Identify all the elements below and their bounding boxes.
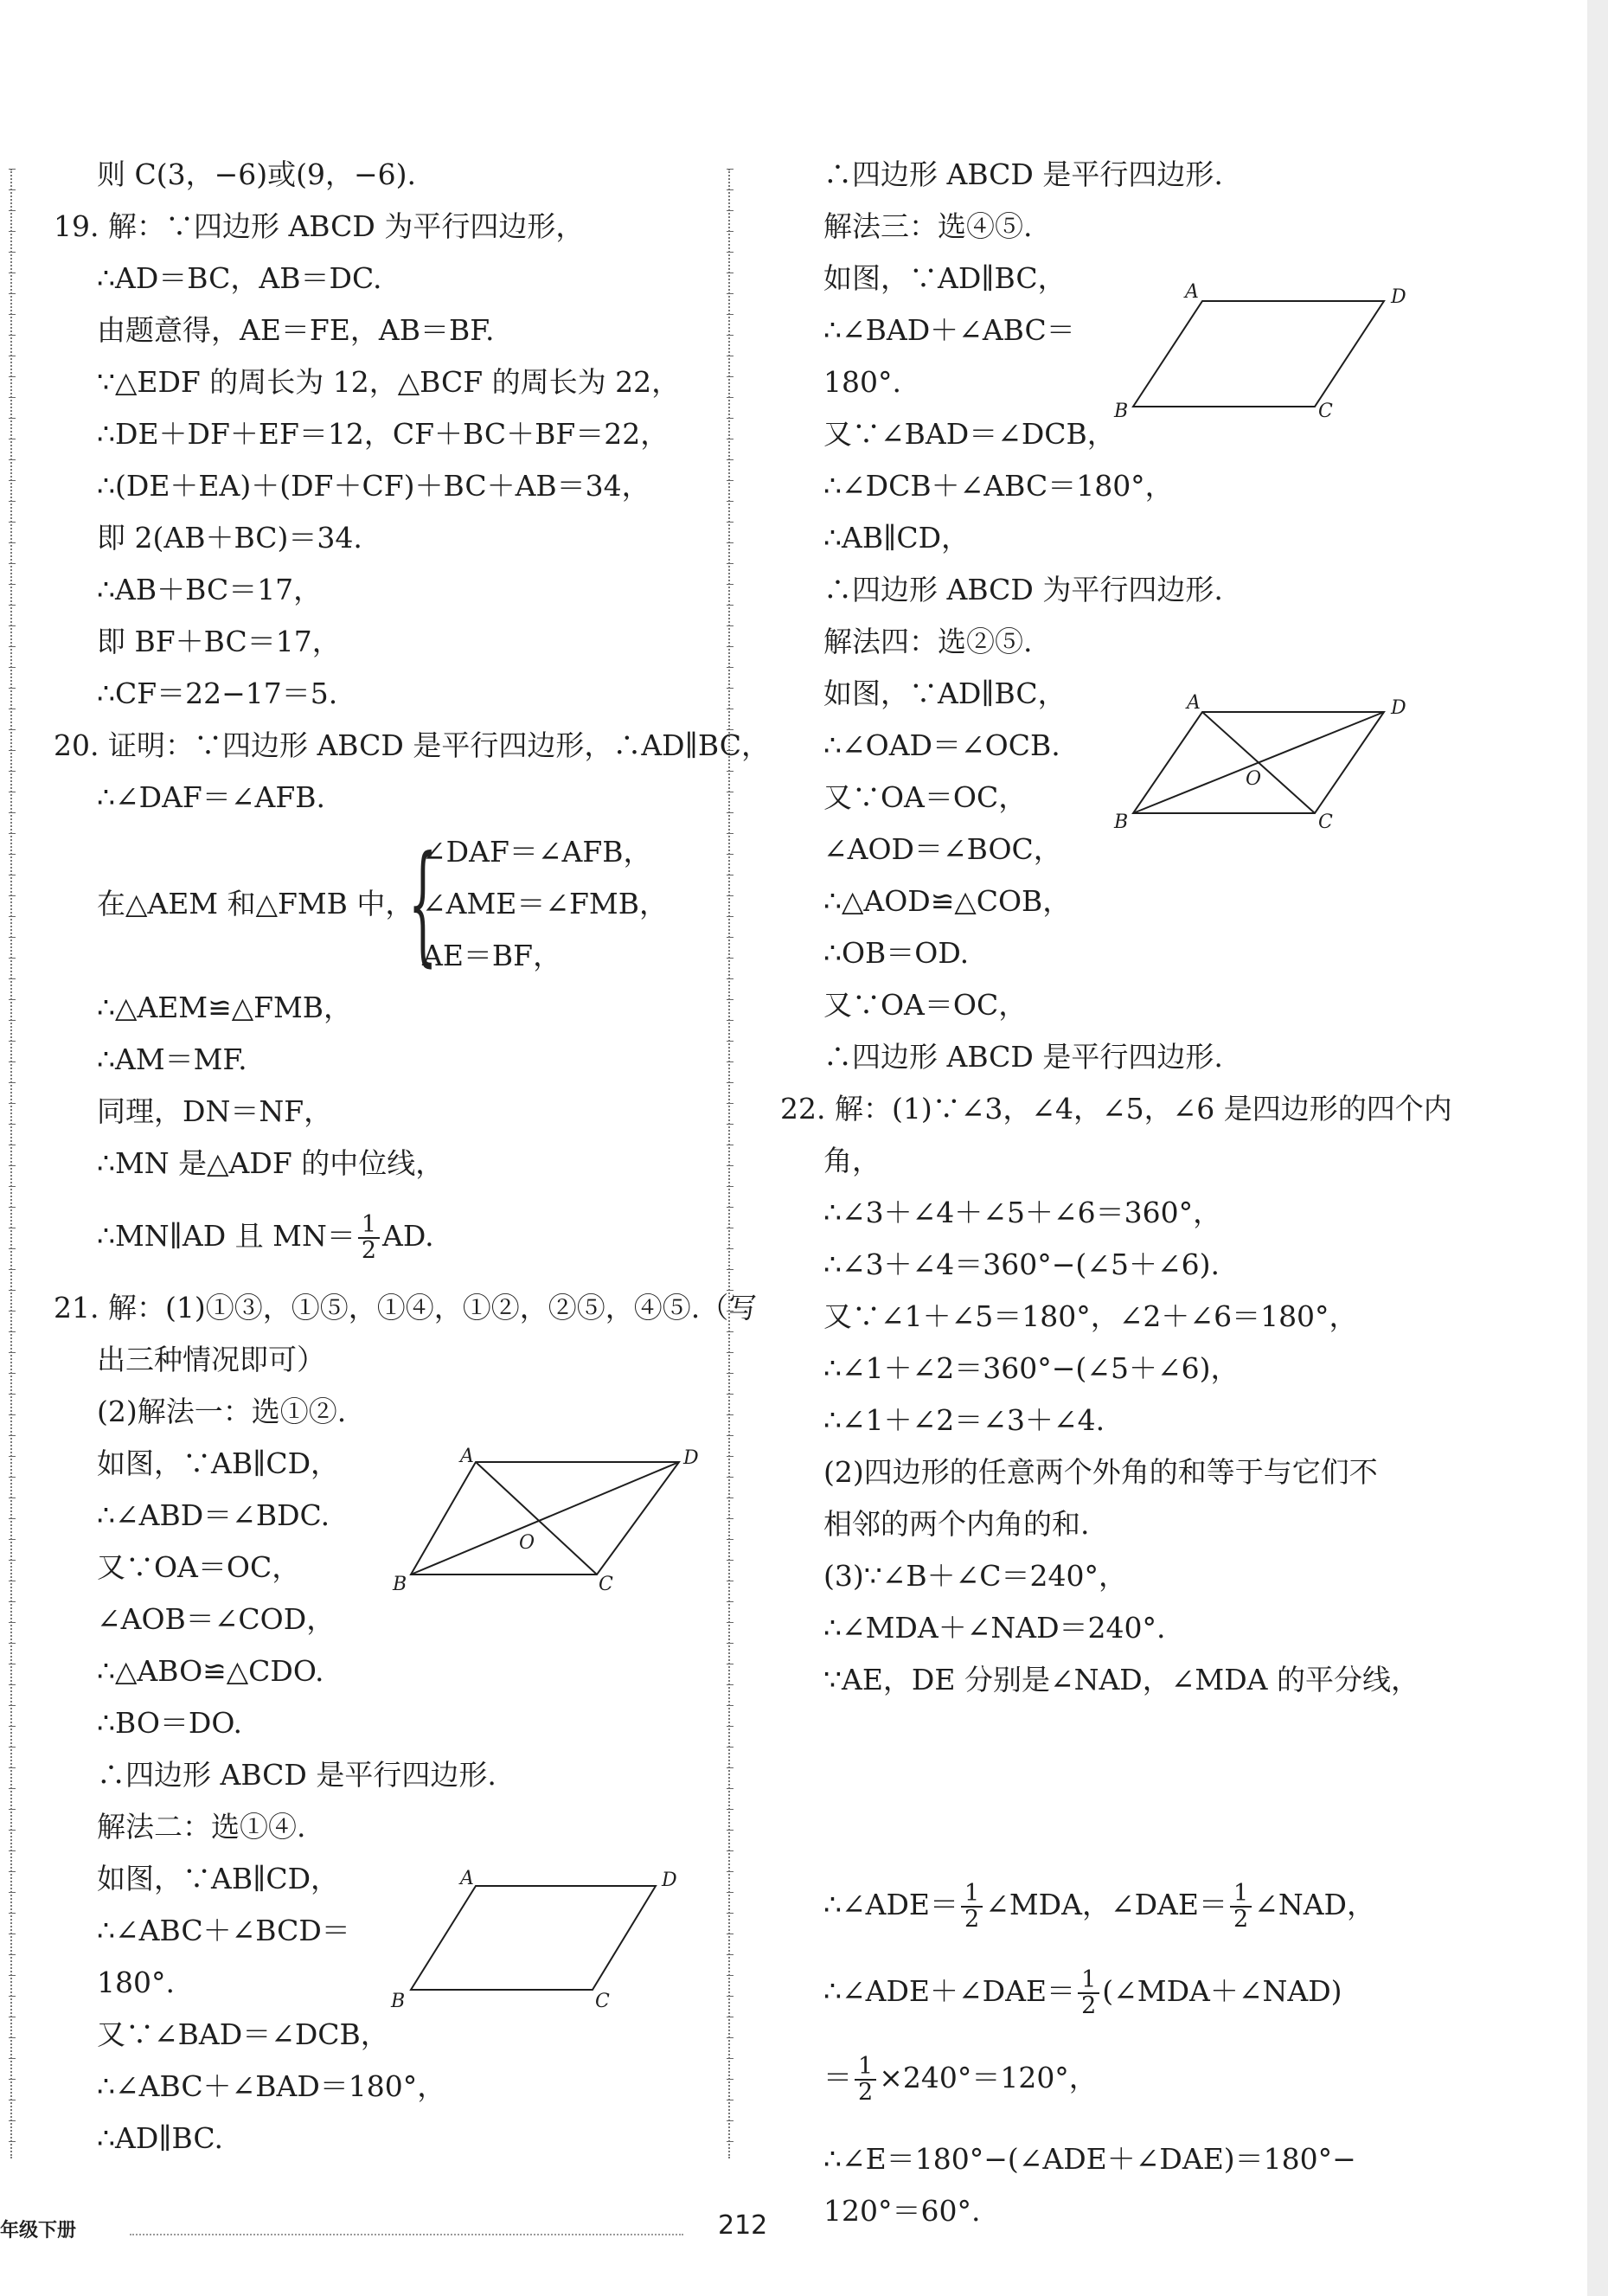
margin-tick <box>727 563 734 564</box>
text-line: ∴CF＝22−17＝5. <box>97 677 338 710</box>
text-line: 由题意得，AE＝FE，AB＝BF. <box>97 313 495 347</box>
frac-text: ∠NAD， <box>1254 1888 1375 1921</box>
margin-tick <box>727 542 734 543</box>
text-line: ∴∠DCB＋∠ABC＝180°， <box>823 469 1174 503</box>
margin-tick <box>9 999 16 1000</box>
margin-tick <box>9 833 16 834</box>
margin-tick <box>727 231 734 232</box>
margin-tick <box>727 1082 734 1083</box>
text-line: ∴∠3＋∠4＋∠5＋∠6＝360°， <box>823 1196 1222 1229</box>
text-line: ∴MN 是△ADF 的中位线， <box>97 1146 445 1180</box>
margin-tick <box>9 1248 16 1249</box>
case-brace: { <box>408 829 438 979</box>
margin-tick <box>9 1913 16 1914</box>
text-line: ∴∠MDA＋∠NAD＝240°. <box>823 1611 1166 1645</box>
text-line: ∴∠1＋∠2＝360°−(∠5＋∠6)， <box>823 1351 1240 1385</box>
margin-tick <box>9 2058 16 2059</box>
margin-tick <box>727 895 734 896</box>
margin-tick <box>9 2141 16 2142</box>
margin-tick <box>727 314 734 315</box>
margin-tick <box>9 1311 16 1312</box>
margin-tick <box>9 1975 16 1976</box>
text-line: 出三种情况即可） <box>97 1343 325 1376</box>
margin-tick <box>9 1788 16 1789</box>
margin-tick <box>9 1560 16 1561</box>
margin-tick <box>9 189 16 190</box>
margin-tick <box>9 1041 16 1042</box>
margin-tick <box>727 480 734 481</box>
margin-tick <box>9 1435 16 1436</box>
margin-tick <box>727 2120 734 2121</box>
case-line: AE＝BF， <box>422 939 562 972</box>
margin-tick <box>9 1830 16 1831</box>
fraction <box>1078 1968 1099 2018</box>
center-label-o: O <box>519 1532 535 1554</box>
margin-tick <box>727 501 734 502</box>
margin-tick <box>727 2037 734 2038</box>
margin-tick <box>727 605 734 606</box>
margin-tick <box>9 1103 16 1104</box>
vertex-label-b: B <box>1114 401 1129 422</box>
text-line: ∴∠E＝180°−(∠ADE＋∠DAE)＝180°− <box>823 2142 1356 2176</box>
denominator: 2 <box>361 1237 377 1264</box>
margin-tick <box>727 1560 734 1561</box>
text-line: ∴∠1＋∠2＝∠3＋∠4. <box>823 1403 1105 1437</box>
parallelogram-figure-3 <box>1107 277 1419 433</box>
margin-tick <box>9 293 16 294</box>
vertex-label-d: D <box>662 1870 677 1891</box>
margin-tick <box>9 1207 16 1208</box>
text-line: ∴∠3＋∠4＝360°−(∠5＋∠6). <box>823 1247 1220 1281</box>
margin-tick <box>727 1684 734 1685</box>
margin-tick <box>727 1165 734 1166</box>
margin-tick <box>9 2120 16 2121</box>
vertex-label-a: A <box>460 1868 474 1889</box>
text-line: 22. 解：(1)∵∠3，∠4，∠5，∠6 是四边形的四个内 <box>780 1092 1452 1126</box>
margin-tick <box>727 833 734 834</box>
margin-tick <box>9 563 16 564</box>
margin-tick <box>9 1414 16 1415</box>
margin-tick <box>9 1061 16 1062</box>
text-line: 又∵∠1＋∠5＝180°，∠2＋∠6＝180°， <box>823 1299 1358 1333</box>
margin-tick <box>9 314 16 315</box>
margin-tick <box>9 335 16 336</box>
margin-tick <box>9 937 16 938</box>
margin-tick <box>9 1622 16 1623</box>
text-line: 180°. <box>97 1966 175 1999</box>
margin-tick <box>9 210 16 211</box>
margin-tick <box>727 1830 734 1831</box>
margin-tick <box>727 1518 734 1519</box>
text-line: ∴四边形 ABCD 是平行四边形. <box>823 1040 1223 1074</box>
vertex-label-b: B <box>1114 811 1129 833</box>
text-line: 如图，∵AB∥CD， <box>97 1446 340 1480</box>
margin-tick <box>9 812 16 813</box>
fraction <box>358 1213 380 1263</box>
margin-tick <box>727 397 734 398</box>
book-label: 年级下册 <box>0 2220 77 2241</box>
frac-text: (∠MDA＋∠NAD) <box>1102 1974 1342 2008</box>
margin-tick <box>9 1124 16 1125</box>
fraction <box>961 1882 983 1932</box>
margin-tick <box>727 958 734 959</box>
text-line: 解法四：选②⑤. <box>823 625 1033 658</box>
text-line: ∴四边形 ABCD 是平行四边形. <box>823 157 1223 191</box>
margin-tick <box>9 1726 16 1727</box>
margin-tick <box>727 335 734 336</box>
text-line: 180°. <box>823 365 901 399</box>
frac-text: ＝ <box>823 2061 852 2094</box>
margin-tick <box>727 293 734 294</box>
parallelogram-figure-4 <box>1107 688 1419 843</box>
margin-tick <box>727 1747 734 1748</box>
frac-text: ∠MDA，∠DAE＝ <box>985 1888 1227 1921</box>
margin-tick <box>727 1331 734 1332</box>
margin-tick <box>727 1643 734 1644</box>
margin-tick <box>9 501 16 502</box>
vertex-label-b: B <box>393 1574 407 1595</box>
margin-tick <box>9 1373 16 1374</box>
margin-tick <box>9 1643 16 1644</box>
numerator: 1 <box>1078 1968 1099 1994</box>
margin-tick <box>727 1041 734 1042</box>
margin-tick <box>727 1767 734 1768</box>
text-line: 则 C(3，−6)或(9，−6). <box>97 157 417 191</box>
margin-tick <box>727 1539 734 1540</box>
margin-tick <box>9 1165 16 1166</box>
case-line: ∠AME＝∠FMB， <box>422 887 668 920</box>
margin-tick <box>9 397 16 398</box>
numerator: 1 <box>961 1882 983 1908</box>
margin-tick <box>9 1747 16 1748</box>
text-line: ∴△AOD≌△COB， <box>823 884 1072 918</box>
text-line: ∴∠ABD＝∠BDC. <box>97 1498 330 1532</box>
margin-tick <box>9 252 16 253</box>
margin-tick <box>727 916 734 917</box>
margin-tick <box>9 978 16 979</box>
frac-prefix: ∴MN∥AD 且 MN＝ <box>97 1219 356 1253</box>
margin-tick <box>727 1788 734 1789</box>
margin-tick <box>727 418 734 419</box>
frac-text: ×240°＝120°， <box>879 2061 1098 2094</box>
margin-tick <box>727 1103 734 1104</box>
margin-tick <box>727 1373 734 1374</box>
margin-tick <box>727 1061 734 1062</box>
margin-tick <box>9 854 16 855</box>
margin-tick <box>727 625 734 626</box>
margin-tick <box>727 1892 734 1893</box>
center-divider <box>728 169 730 2158</box>
margin-tick <box>727 1269 734 1270</box>
margin-tick <box>9 667 16 668</box>
text-line: 解法二：选①④. <box>97 1810 306 1844</box>
margin-tick <box>9 1186 16 1187</box>
margin-tick <box>9 418 16 419</box>
text-line: (2)解法一：选①②. <box>97 1395 347 1428</box>
margin-tick <box>727 1186 734 1187</box>
margin-tick <box>9 1809 16 1810</box>
vertex-label-a: A <box>460 1446 474 1467</box>
margin-tick <box>9 1290 16 1291</box>
margin-tick <box>9 916 16 917</box>
vertex-label-c: C <box>1318 811 1333 833</box>
text-line: 即 2(AB＋BC)＝34. <box>97 521 362 555</box>
text-line: 又∵∠BAD＝∠DCB， <box>97 2017 389 2051</box>
text-line: ∴DE＋DF＋EF＝12，CF＋BC＋BF＝22， <box>97 417 669 451</box>
margin-tick <box>9 169 16 170</box>
bisector-fraction-line <box>823 1879 1375 1932</box>
text-line: ∠AOB＝∠COD， <box>97 1602 336 1636</box>
margin-tick <box>727 854 734 855</box>
text-line: 120°＝60°. <box>823 2194 981 2228</box>
vertex-label-c: C <box>599 1574 613 1595</box>
margin-tick <box>727 1809 734 1810</box>
text-line: ∴△AEM≌△FMB， <box>97 991 353 1024</box>
text-line: 同理，DN＝NF， <box>97 1094 333 1128</box>
text-line: 又∵∠BAD＝∠DCB， <box>823 417 1116 451</box>
margin-tick <box>727 1975 734 1976</box>
margin-tick <box>727 169 734 170</box>
margin-tick <box>9 1539 16 1540</box>
margin-tick <box>9 542 16 543</box>
text-line: ∴∠OAD＝∠OCB. <box>823 728 1060 762</box>
margin-tick <box>727 667 734 668</box>
text-line: ∵AE，DE 分别是∠NAD，∠MDA 的平分线， <box>823 1663 1419 1696</box>
margin-tick <box>9 376 16 377</box>
numerator: 1 <box>1230 1882 1252 1908</box>
margin-tick <box>727 1435 734 1436</box>
vertex-label-b: B <box>391 1991 406 2012</box>
margin-tick <box>727 2079 734 2080</box>
text-line: ∴AD＝BC，AB＝DC. <box>97 261 382 295</box>
margin-tick <box>9 771 16 772</box>
text-line: 又∵OA＝OC， <box>823 988 1028 1022</box>
margin-tick <box>9 584 16 585</box>
margin-tick <box>727 1871 734 1872</box>
denominator: 2 <box>1233 1906 1249 1933</box>
margin-tick <box>727 1352 734 1353</box>
margin-tick <box>9 459 16 460</box>
text-line: ∴四边形 ABCD 为平行四边形. <box>823 573 1223 606</box>
margin-tick <box>727 1394 734 1395</box>
text-line: ∴∠BAD＋∠ABC＝ <box>823 313 1075 347</box>
margin-tick <box>9 522 16 523</box>
margin-tick <box>9 1705 16 1706</box>
margin-tick <box>727 1996 734 1997</box>
margin-tick <box>9 1269 16 1270</box>
text-line: 如图，∵AD∥BC， <box>823 677 1067 710</box>
margin-tick <box>9 1020 16 1021</box>
text-line: ∴∠ABC＋∠BCD＝ <box>97 1914 350 1947</box>
margin-tick <box>9 1954 16 1955</box>
margin-tick <box>727 1414 734 1415</box>
parallelogram-figure-1 <box>381 1436 699 1595</box>
margin-tick <box>9 688 16 689</box>
margin-tick <box>9 605 16 606</box>
margin-tick <box>9 646 16 647</box>
text-line: ∴AB＋BC＝17， <box>97 573 323 606</box>
frac-text: ∴∠ADE＋∠DAE＝ <box>823 1974 1076 2008</box>
text-line: 19. 解：∵四边形 ABCD 为平行四边形， <box>54 209 585 243</box>
margin-tick <box>9 480 16 481</box>
numerator: 1 <box>855 2055 876 2081</box>
denominator: 2 <box>858 2079 874 2106</box>
margin-tick <box>9 1767 16 1768</box>
text-line: ∴OB＝OD. <box>823 936 970 970</box>
numerator: 1 <box>358 1213 380 1239</box>
page-number: 212 <box>718 2210 768 2241</box>
text-line: 又∵OA＝OC， <box>823 780 1028 814</box>
margin-tick <box>9 1684 16 1685</box>
text-line: (3)∵∠B＋∠C＝240°， <box>823 1559 1128 1593</box>
page-footer <box>0 2210 1608 2245</box>
vertex-label-a: A <box>1185 281 1199 303</box>
parallelogram-figure-2 <box>381 1860 692 2016</box>
margin-tick <box>9 2079 16 2080</box>
margin-tick <box>727 1850 734 1851</box>
margin-tick <box>9 895 16 896</box>
margin-tick <box>727 1622 734 1623</box>
margin-tick <box>727 584 734 585</box>
margin-tick <box>727 210 734 211</box>
margin-tick <box>727 771 734 772</box>
sum-fraction-line <box>823 1966 1342 2018</box>
margin-tick <box>727 1954 734 1955</box>
margin-tick <box>9 1601 16 1602</box>
margin-tick <box>727 1601 734 1602</box>
text-line: 又∵OA＝OC， <box>97 1550 301 1584</box>
text-line: ∴BO＝DO. <box>97 1706 242 1740</box>
text-line: 解法三：选④⑤. <box>823 209 1033 243</box>
text-line: 如图，∵AD∥BC， <box>823 261 1067 295</box>
vertex-label-d: D <box>1391 697 1406 719</box>
text-line: ∵△EDF 的周长为 12，△BCF 的周长为 22， <box>97 365 681 399</box>
text-line: 即 BF＋BC＝17， <box>97 625 341 658</box>
margin-tick <box>727 812 734 813</box>
margin-tick <box>9 1850 16 1851</box>
margin-tick <box>727 1124 734 1125</box>
scan-edge <box>1587 0 1608 2296</box>
text-line: ∴AB∥CD， <box>823 521 971 555</box>
margin-tick <box>9 1456 16 1457</box>
margin-tick <box>9 1892 16 1893</box>
text-line: ∴AM＝MF. <box>97 1042 247 1076</box>
margin-tick <box>9 1477 16 1478</box>
margin-tick <box>727 459 734 460</box>
margin-tick <box>9 1352 16 1353</box>
case-line: ∠DAF＝∠AFB， <box>422 835 652 869</box>
denominator: 2 <box>1081 1992 1097 2019</box>
margin-tick <box>9 1394 16 1395</box>
left-margin-line <box>10 169 12 2158</box>
fraction <box>855 2055 876 2105</box>
text-line: ∴∠ABC＋∠BAD＝180°， <box>97 2069 446 2103</box>
text-line: 20. 证明：∵四边形 ABCD 是平行四边形，∴AD∥BC， <box>54 728 770 762</box>
vertex-label-d: D <box>683 1447 699 1469</box>
margin-tick <box>727 688 734 689</box>
vertex-label-c: C <box>1318 401 1333 422</box>
margin-tick <box>9 1082 16 1083</box>
text-line: ∴△ABO≌△CDO. <box>97 1654 324 1688</box>
margin-tick <box>727 1726 734 1727</box>
margin-tick <box>727 189 734 190</box>
text-line: 如图，∵AB∥CD， <box>97 1862 340 1895</box>
margin-tick <box>727 2058 734 2059</box>
margin-tick <box>727 376 734 377</box>
margin-tick <box>9 1871 16 1872</box>
margin-tick <box>727 1248 734 1249</box>
denominator: 2 <box>964 1906 980 1933</box>
margin-tick <box>727 937 734 938</box>
text-line: (2)四边形的任意两个外角的和等于与它们不 <box>823 1455 1378 1489</box>
midline-fraction-line <box>97 1210 434 1263</box>
vertex-label-d: D <box>1391 286 1406 308</box>
case-prefix: 在△AEM 和△FMB 中， <box>97 887 414 920</box>
margin-tick <box>727 646 734 647</box>
margin-tick <box>727 1913 734 1914</box>
vertex-label-c: C <box>595 1991 610 2012</box>
margin-tick <box>9 1331 16 1332</box>
text-line: ∠AOD＝∠BOC， <box>823 832 1062 866</box>
text-line: 21. 解：(1)①③，①⑤，①④，①②，②⑤，④⑤.（写 <box>54 1291 758 1324</box>
margin-tick <box>9 958 16 959</box>
text-line: ∴四边形 ABCD 是平行四边形. <box>97 1758 496 1792</box>
margin-tick <box>9 750 16 751</box>
vertex-label-a: A <box>1187 692 1201 714</box>
margin-tick <box>9 1518 16 1519</box>
margin-tick <box>727 1456 734 1457</box>
margin-tick <box>727 978 734 979</box>
result-fraction-line <box>823 2052 1098 2105</box>
text-line: ∴∠DAF＝∠AFB. <box>97 780 325 814</box>
margin-tick <box>9 1996 16 1997</box>
margin-tick <box>727 1705 734 1706</box>
margin-tick <box>727 999 734 1000</box>
margin-tick <box>727 522 734 523</box>
margin-tick <box>727 252 734 253</box>
margin-tick <box>727 1020 734 1021</box>
margin-tick <box>727 1477 734 1478</box>
text-line: ∴AD∥BC. <box>97 2121 223 2155</box>
text-line: ∴(DE＋EA)＋(DF＋CF)＋BC＋AB＝34， <box>97 469 650 503</box>
footer-rule <box>130 2234 683 2235</box>
margin-tick <box>9 2037 16 2038</box>
fraction <box>1230 1882 1252 1932</box>
margin-tick <box>727 1207 734 1208</box>
margin-tick <box>727 2141 734 2142</box>
text-line: 相邻的两个内角的和. <box>823 1507 1090 1541</box>
margin-tick <box>9 231 16 232</box>
margin-tick <box>9 625 16 626</box>
frac-text: ∴∠ADE＝ <box>823 1888 959 1921</box>
margin-tick <box>9 729 16 730</box>
frac-suffix: AD. <box>382 1219 434 1253</box>
text-line: 角， <box>823 1144 881 1177</box>
center-label-o: O <box>1246 768 1262 790</box>
